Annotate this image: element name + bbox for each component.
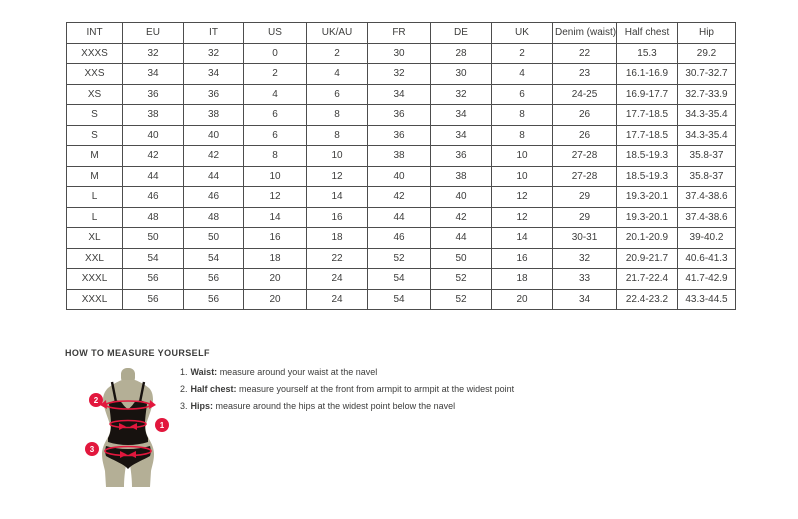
table-cell: 19.3-20.1 <box>617 187 678 208</box>
table-cell: 12 <box>307 166 368 187</box>
table-cell: 29 <box>553 207 617 228</box>
step-text: measure yourself at the front from armpit to armpit at the widest point <box>236 384 515 394</box>
table-cell: 12 <box>492 207 553 228</box>
table-cell: 18 <box>307 228 368 249</box>
table-cell: 26 <box>553 125 617 146</box>
table-cell: 42 <box>123 146 184 167</box>
column-header: IT <box>184 23 244 44</box>
table-cell: 6 <box>244 105 307 126</box>
table-cell: 46 <box>184 187 244 208</box>
table-cell: 16 <box>244 228 307 249</box>
table-cell: 37.4-38.6 <box>678 207 736 228</box>
table-cell: 32 <box>184 43 244 64</box>
table-cell: L <box>67 187 123 208</box>
table-cell: 4 <box>307 64 368 85</box>
table-cell: 23 <box>553 64 617 85</box>
table-cell: 39-40.2 <box>678 228 736 249</box>
table-cell: 54 <box>368 289 431 310</box>
column-header: US <box>244 23 307 44</box>
table-cell: 38 <box>368 146 431 167</box>
table-row <box>67 84 736 105</box>
size-chart-table <box>66 22 736 310</box>
table-cell: 34 <box>431 105 492 126</box>
table-cell: 14 <box>492 228 553 249</box>
table-cell: XXXL <box>67 269 123 290</box>
table-cell: S <box>67 125 123 146</box>
table-cell: 15.3 <box>617 43 678 64</box>
table-cell: 12 <box>244 187 307 208</box>
table-row <box>67 289 736 310</box>
table-cell: 29.2 <box>678 43 736 64</box>
table-cell: 36 <box>368 105 431 126</box>
badge-2-number: 2 <box>93 396 99 405</box>
column-header: Half chest <box>617 23 678 44</box>
table-cell: XXXL <box>67 289 123 310</box>
table-cell: 20 <box>244 289 307 310</box>
table-cell: 52 <box>431 269 492 290</box>
table-cell: 4 <box>492 64 553 85</box>
table-cell: 8 <box>307 105 368 126</box>
table-cell: XL <box>67 228 123 249</box>
table-cell: 40 <box>123 125 184 146</box>
table-row <box>67 187 736 208</box>
table-cell: 10 <box>492 146 553 167</box>
table-cell: 18.5-19.3 <box>617 166 678 187</box>
table-cell: 20 <box>244 269 307 290</box>
table-cell: 34 <box>431 125 492 146</box>
table-cell: 32 <box>368 64 431 85</box>
table-row <box>67 146 736 167</box>
table-cell: 16.1-16.9 <box>617 64 678 85</box>
table-cell: 40 <box>184 125 244 146</box>
table-cell: 36 <box>123 84 184 105</box>
table-cell: 46 <box>368 228 431 249</box>
table-cell: 32 <box>123 43 184 64</box>
table-cell: 44 <box>431 228 492 249</box>
table-cell: 0 <box>244 43 307 64</box>
table-cell: 34 <box>123 64 184 85</box>
table-cell: 16.9-17.7 <box>617 84 678 105</box>
table-cell: XS <box>67 84 123 105</box>
table-cell: XXS <box>67 64 123 85</box>
table-cell: 34.3-35.4 <box>678 105 736 126</box>
table-cell: 36 <box>368 125 431 146</box>
column-header: INT <box>67 23 123 44</box>
table-cell: 2 <box>244 64 307 85</box>
table-cell: 30 <box>368 43 431 64</box>
table-cell: 20.1-20.9 <box>617 228 678 249</box>
table-cell: 50 <box>431 248 492 269</box>
table-cell: 44 <box>368 207 431 228</box>
table-cell: 42 <box>184 146 244 167</box>
table-cell: 12 <box>492 187 553 208</box>
table-cell: M <box>67 146 123 167</box>
badge-3-number: 3 <box>89 445 95 454</box>
table-cell: 17.7-18.5 <box>617 125 678 146</box>
table-cell: 6 <box>244 125 307 146</box>
table-cell: 6 <box>492 84 553 105</box>
table-cell: 20 <box>492 289 553 310</box>
table-cell: 34 <box>368 84 431 105</box>
table-cell: 34 <box>184 64 244 85</box>
step-text: measure around the hips at the widest point below the navel <box>213 401 456 411</box>
step-text: measure around your waist at the navel <box>217 367 378 377</box>
measure-step-hips <box>180 400 514 417</box>
table-cell: 21.7-22.4 <box>617 269 678 290</box>
table-cell: 8 <box>492 125 553 146</box>
table-cell: 30-31 <box>553 228 617 249</box>
table-cell: 17.7-18.5 <box>617 105 678 126</box>
table-cell: 35.8-37 <box>678 166 736 187</box>
table-cell: 44 <box>123 166 184 187</box>
table-cell: 35.8-37 <box>678 146 736 167</box>
table-cell: 38 <box>431 166 492 187</box>
table-cell: 41.7-42.9 <box>678 269 736 290</box>
table-row <box>67 125 736 146</box>
column-header: UK/AU <box>307 23 368 44</box>
table-cell: 29 <box>553 187 617 208</box>
table-cell: 22 <box>553 43 617 64</box>
column-header: EU <box>123 23 184 44</box>
table-cell: 19.3-20.1 <box>617 207 678 228</box>
table-cell: L <box>67 207 123 228</box>
table-cell: 10 <box>492 166 553 187</box>
table-cell: 24 <box>307 269 368 290</box>
step-number: 1. <box>180 367 188 377</box>
badge-1-number: 1 <box>159 421 165 430</box>
table-cell: 4 <box>244 84 307 105</box>
table-cell: 40 <box>368 166 431 187</box>
table-cell: 30.7-32.7 <box>678 64 736 85</box>
table-cell: S <box>67 105 123 126</box>
measure-step-half-chest <box>180 383 514 400</box>
column-header: Denim (waist) <box>553 23 617 44</box>
measure-step-waist <box>180 366 514 383</box>
table-cell: 56 <box>123 269 184 290</box>
table-cell: 52 <box>368 248 431 269</box>
table-cell: M <box>67 166 123 187</box>
column-header: FR <box>368 23 431 44</box>
table-cell: XXL <box>67 248 123 269</box>
step-number: 2. <box>180 384 188 394</box>
table-cell: 50 <box>123 228 184 249</box>
table-row <box>67 43 736 64</box>
measure-steps <box>180 366 514 417</box>
step-number: 3. <box>180 401 188 411</box>
step-label: Hips: <box>190 401 214 411</box>
step-label: Half chest: <box>190 384 237 394</box>
table-cell: 28 <box>431 43 492 64</box>
table-cell: 18 <box>244 248 307 269</box>
table-cell: 8 <box>492 105 553 126</box>
table-cell: 8 <box>307 125 368 146</box>
table-cell: 43.3-44.5 <box>678 289 736 310</box>
table-cell: 56 <box>184 289 244 310</box>
table-cell: 40 <box>431 187 492 208</box>
measurement-figure <box>75 367 181 491</box>
table-cell: 27-28 <box>553 146 617 167</box>
table-row <box>67 166 736 187</box>
table-cell: 8 <box>244 146 307 167</box>
table-row <box>67 207 736 228</box>
table-cell: 54 <box>368 269 431 290</box>
table-cell: 10 <box>307 146 368 167</box>
table-cell: 54 <box>123 248 184 269</box>
table-cell: 18 <box>492 269 553 290</box>
table-cell: 50 <box>184 228 244 249</box>
table-cell: XXXS <box>67 43 123 64</box>
table-cell: 27-28 <box>553 166 617 187</box>
measure-heading: HOW TO MEASURE YOURSELF <box>65 348 210 358</box>
table-cell: 22 <box>307 248 368 269</box>
table-row <box>67 228 736 249</box>
table-cell: 34 <box>553 289 617 310</box>
table-cell: 48 <box>184 207 244 228</box>
table-cell: 18.5-19.3 <box>617 146 678 167</box>
table-row <box>67 64 736 85</box>
table-cell: 42 <box>431 207 492 228</box>
table-cell: 16 <box>492 248 553 269</box>
table-cell: 33 <box>553 269 617 290</box>
table-cell: 6 <box>307 84 368 105</box>
table-cell: 56 <box>184 269 244 290</box>
table-cell: 22.4-23.2 <box>617 289 678 310</box>
table-cell: 24 <box>307 289 368 310</box>
table-cell: 52 <box>431 289 492 310</box>
column-header: UK <box>492 23 553 44</box>
table-cell: 56 <box>123 289 184 310</box>
table-cell: 34.3-35.4 <box>678 125 736 146</box>
table-cell: 32.7-33.9 <box>678 84 736 105</box>
table-cell: 26 <box>553 105 617 126</box>
table-cell: 16 <box>307 207 368 228</box>
table-cell: 38 <box>184 105 244 126</box>
mannequin-illustration <box>75 367 181 491</box>
table-row <box>67 248 736 269</box>
table-cell: 10 <box>244 166 307 187</box>
table-cell: 44 <box>184 166 244 187</box>
table-cell: 24-25 <box>553 84 617 105</box>
table-cell: 20.9-21.7 <box>617 248 678 269</box>
table-row <box>67 269 736 290</box>
step-label: Waist: <box>190 367 218 377</box>
table-cell: 54 <box>184 248 244 269</box>
table-cell: 2 <box>492 43 553 64</box>
table-cell: 30 <box>431 64 492 85</box>
table-cell: 38 <box>123 105 184 126</box>
table-cell: 2 <box>307 43 368 64</box>
table-cell: 48 <box>123 207 184 228</box>
column-header: Hip <box>678 23 736 44</box>
table-cell: 42 <box>368 187 431 208</box>
table-cell: 40.6-41.3 <box>678 248 736 269</box>
table-cell: 14 <box>307 187 368 208</box>
table-cell: 46 <box>123 187 184 208</box>
table-cell: 14 <box>244 207 307 228</box>
table-cell: 37.4-38.6 <box>678 187 736 208</box>
table-cell: 32 <box>553 248 617 269</box>
table-row <box>67 105 736 126</box>
column-header: DE <box>431 23 492 44</box>
table-cell: 36 <box>184 84 244 105</box>
table-header-row <box>67 23 736 44</box>
table-cell: 36 <box>431 146 492 167</box>
table-cell: 32 <box>431 84 492 105</box>
